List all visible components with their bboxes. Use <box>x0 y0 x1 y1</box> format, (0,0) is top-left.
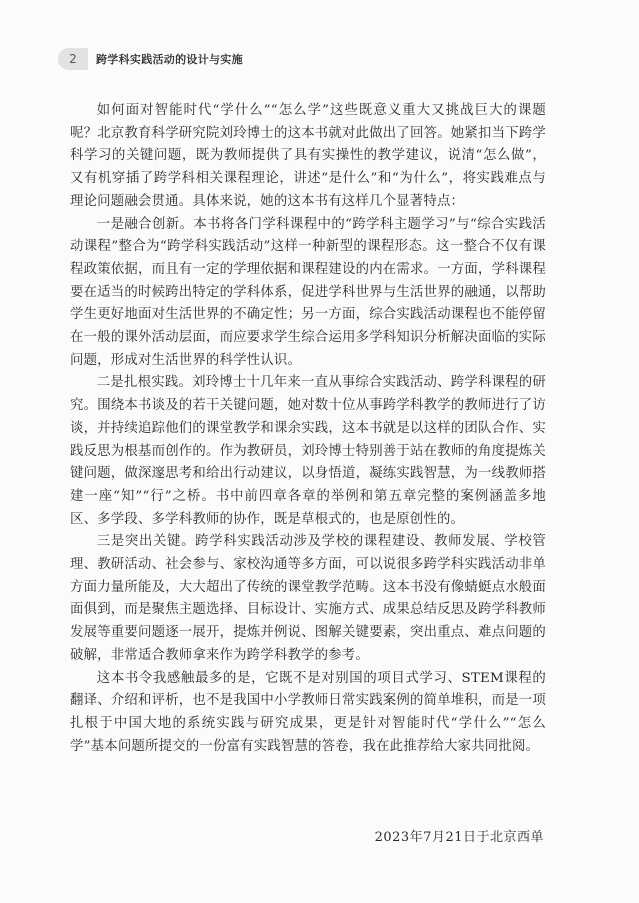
book-title: 跨学科实践活动的设计与实施 <box>96 53 243 66</box>
paragraph-point-3: 三是突出关键。跨学科实践活动涉及学校的课程建设、教师发展、学校管理、教研活动、社会参与、家校沟通等多方面，可以说很多跨学科实践活动非单方面力量所能及，大大超出了传统的课堂教学范畴。这本书没有像蜻蜓点水般面面俱到，而是聚焦主题选择、目标设计、实施方式、成果总结反思及跨学科教师发展等重要问题逐一展开，提炼并例说、图解关键要素，突出重点、难点问题的破解，非常适合教师拿来作为跨学科教学的参考。 <box>70 534 546 663</box>
paragraph-point-1: 一是融合创新。本书将各门学科课程中的“跨学科主题学习”与“综合实践活动课程”整合为“跨学科实践活动”这样一种新型的课程形态。这一整合不仅有课程政策依据，而且有一定的学理依据和课程建设的内在需求。一方面，学科课程要在适当的时候跨出特定的学科体系，促进学科世界与生活世界的融通，以帮助学生更好地面对生活世界的不确定性；另一方面，综合实践活动课程也不能停留在一般的课外活动层面，而应要求学生综合运用多学科知识分析解决面临的实际问题，形成对生活世界的科学性认识。 <box>70 216 546 368</box>
paragraph-intro: 如何面对智能时代“学什么”“怎么学”这些既意义重大又挑战巨大的课题呢？北京教育科学研究院刘玲博士的这本书就对此做出了回答。她紧扣当下跨学科学习的关键问题，既为教师提供了具有实操性的教学建议，说清“怎么做”，又有机穿插了跨学科相关课程理论，讲述“是什么”和“为什么”，将实践难点与理论问题融会贯通。具体来说，她的这本书有这样几个显著特点： <box>70 103 546 209</box>
page-number: 2 <box>58 48 88 70</box>
paragraph-conclusion: 这本书令我感触最多的是，它既不是对别国的项目式学习、STEM课程的翻译、介绍和评析，也不是我国中小学教师日常实践案例的简单堆积，而是一项扎根于中国大地的系统实践与研究成果，更是针对智能时代“学什么”“怎么学”基本问题所提交的一份富有实践智慧的答卷，我在此推荐给大家共同批阅。 <box>70 670 546 754</box>
running-header <box>58 48 243 70</box>
body-text <box>70 100 546 758</box>
paragraph-point-2: 二是扎根实践。刘玲博士十几年来一直从事综合实践活动、跨学科课程的研究。围绕本书谈及的若干关键问题，她对数十位从事跨学科教学的教师进行了访谈，并持续追踪他们的课堂教学和课余实践，这本书就是以这样的团队合作、实践反思为根基而创作的。作为教研员，刘玲博士特别善于站在教师的角度提炼关键问题，做深邃思考和给出行动建议，以身悟道，凝练实践智慧，为一线教师搭建一座“知”“行”之桥。书中前四章各章的举例和第五章完整的案例涵盖多地区、多学段、多学科教师的协作，既是草根式的，也是原创性的。 <box>70 375 546 527</box>
date-signature: 2023年7月21日于北京西单 <box>374 830 544 845</box>
